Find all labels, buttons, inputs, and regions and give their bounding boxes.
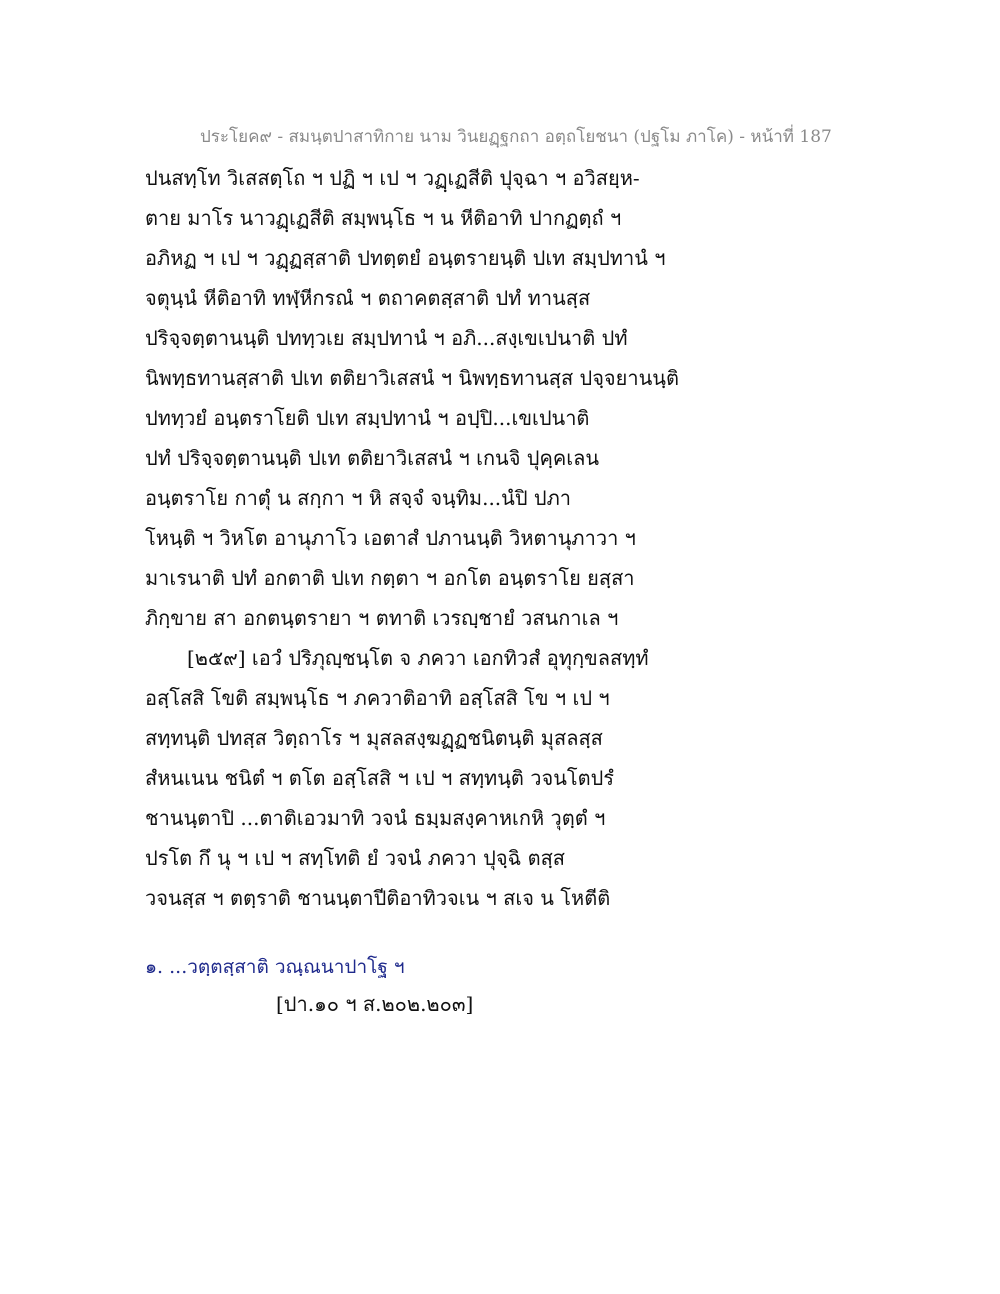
text-line: อภิหฏ ฯ เป ฯ วฏฺฏสฺสาติ ปทตฺตยํ อนฺตรายนฺติ ปเท สมฺปทานํ ฯ — [145, 246, 666, 270]
text-line: ชานนฺตาปิ ...ตาติเอวมาทิ วจนํ ธมฺมสงฺคาหเกหิ วุตฺตํ ฯ — [145, 806, 606, 830]
text-line: อนฺตราโย กาตุํ น สกฺกา ฯ หิ สจฺจํ จนฺทิม...นํปิ ปภา — [145, 486, 571, 510]
text-line: มาเรนาติ ปทํ อกตาติ ปเท กตฺตา ฯ อกโต อนฺตราโย ยสฺสา — [145, 566, 635, 590]
text-line: ตาย มาโร นาวฏฺเฏสีติ สมฺพนฺโธ ฯ น หีติอาทิ ปากฏตฺถํ ฯ — [145, 206, 622, 230]
text-line: ปทํ ปริจฺจตฺตานนฺติ ปเท ตติยาวิเสสนํ ฯ เกนจิ ปุคฺคเลน — [145, 446, 600, 470]
text-line: ปททฺวยํ อนฺตราโยติ ปเท สมฺปทานํ ฯ อปฺปิ...เขเปนาติ — [145, 406, 590, 430]
text-line: จตุนฺนํ หีติอาทิ ทฬฺหีกรณํ ฯ ตถาคตสฺสาติ ปทํ ทานสฺส — [145, 286, 591, 310]
running-head: ประโยค๙ - สมนฺตปาสาทิกาย นาม วินยฏฺฐกถา อตฺถโยชนา (ปฐโม ภาโค) - หน้าที่ 187 — [200, 127, 832, 147]
text-line: สํหนเนน ชนิตํ ฯ ตโต อสฺโสสิ ฯ เป ฯ สทฺทนฺติ วจนโตปรํ — [145, 766, 615, 790]
text-line: ปนสทฺโท วิเสสตฺโถ ฯ ปฏิ ฯ เป ฯ วฏฺเฏสีติ ปุจฺฉา ฯ อวิสยฺห- — [145, 166, 640, 190]
main-text — [145, 158, 845, 918]
text-line: ปรโต กึ นุ ฯ เป ฯ สทฺโทติ ยํ วจนํ ภควา ปุจฺฉิ ตสฺส — [145, 846, 565, 870]
text-line: ภิกฺขาย สา อกตนฺตรายา ฯ ตทาติ เวรญฺชายํ วสนกาเล ฯ — [145, 606, 619, 630]
text-line: โหนฺติ ฯ วิหโต อานุภาโว เอตาสํ ปภานนฺติ วิหตานุภาวา ฯ — [145, 526, 636, 550]
page-reference: [ปา.๑๐ ฯ ส.๒๐๒.๒๐๓] — [276, 992, 474, 1016]
text-line: ปริจฺจตฺตานนฺติ ปททฺวเย สมฺปทานํ ฯ อภิ...สงฺเขเปนาติ ปทํ — [145, 326, 628, 350]
footnote: ๑. ...วตฺตสฺสาติ วณฺณนาปาโฐ ฯ — [145, 956, 405, 978]
text-line: สทฺทนฺติ ปทสฺส วิตฺถาโร ฯ มุสลสงฺฆฏฺฏชนิตนฺติ มุสลสฺส — [145, 726, 603, 750]
text-line: วจนสฺส ฯ ตตฺราติ ชานนฺตาปีติอาทิวจเน ฯ สเจ น โหตีติ — [145, 886, 611, 910]
paragraph-start-line: [๒๕๙] เอวํ ปริภุญฺชนฺโต จ ภควา เอกทิวสํ อุทุกฺขลสทฺทํ — [187, 646, 649, 670]
text-line: อสฺโสสิ โขติ สมฺพนฺโธ ฯ ภควาติอาทิ อสฺโสสิ โข ฯ เป ฯ — [145, 686, 610, 710]
text-line: นิพทฺธทานสฺสาติ ปเท ตติยาวิเสสนํ ฯ นิพทฺธทานสฺส ปจฺจยานนฺติ — [145, 366, 679, 390]
